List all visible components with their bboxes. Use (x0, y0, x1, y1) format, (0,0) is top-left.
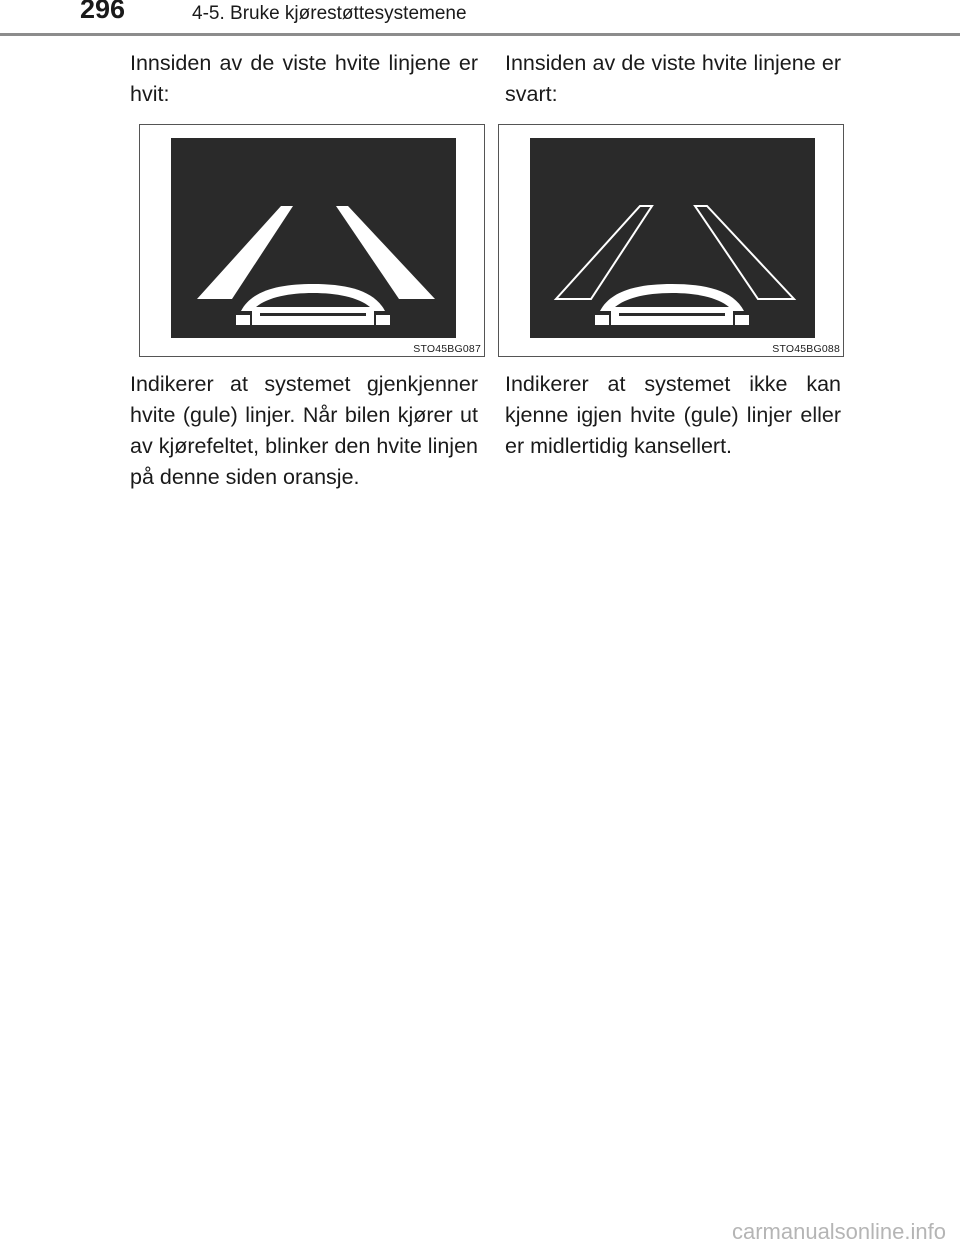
header-rule (0, 33, 960, 36)
page-header (0, 0, 960, 40)
left-intro-text: Innsiden av de viste hvite linjene er hvit: (130, 51, 478, 106)
left-description-text: Indikerer at systemet gjenkjenner hvite (gule) linjer. Når bilen kjører ut av kjørefeltet, blinker den hvite linjen på denne siden oransje. (130, 372, 478, 489)
right-description-text: Indikerer at systemet ikke kan kjenne igjen hvite (gule) linjer eller er midlertidig kansellert. (505, 372, 841, 458)
section-title: 4-5. Bruke kjørestøttesystemene (192, 3, 467, 24)
page-number: 296 (80, 0, 126, 24)
figure-code: STO45BG088 (772, 343, 840, 355)
figure-code: STO45BG087 (413, 343, 481, 355)
watermark: carmanualsonline.info (731, 1219, 946, 1244)
lane-display-recognized-illustration (140, 125, 484, 356)
figure-lines-recognized (139, 124, 485, 357)
lane-display-not-recognized-illustration (499, 125, 843, 356)
right-intro-text: Innsiden av de viste hvite linjene er svart: (505, 51, 841, 106)
figure-lines-not-recognized (498, 124, 844, 357)
